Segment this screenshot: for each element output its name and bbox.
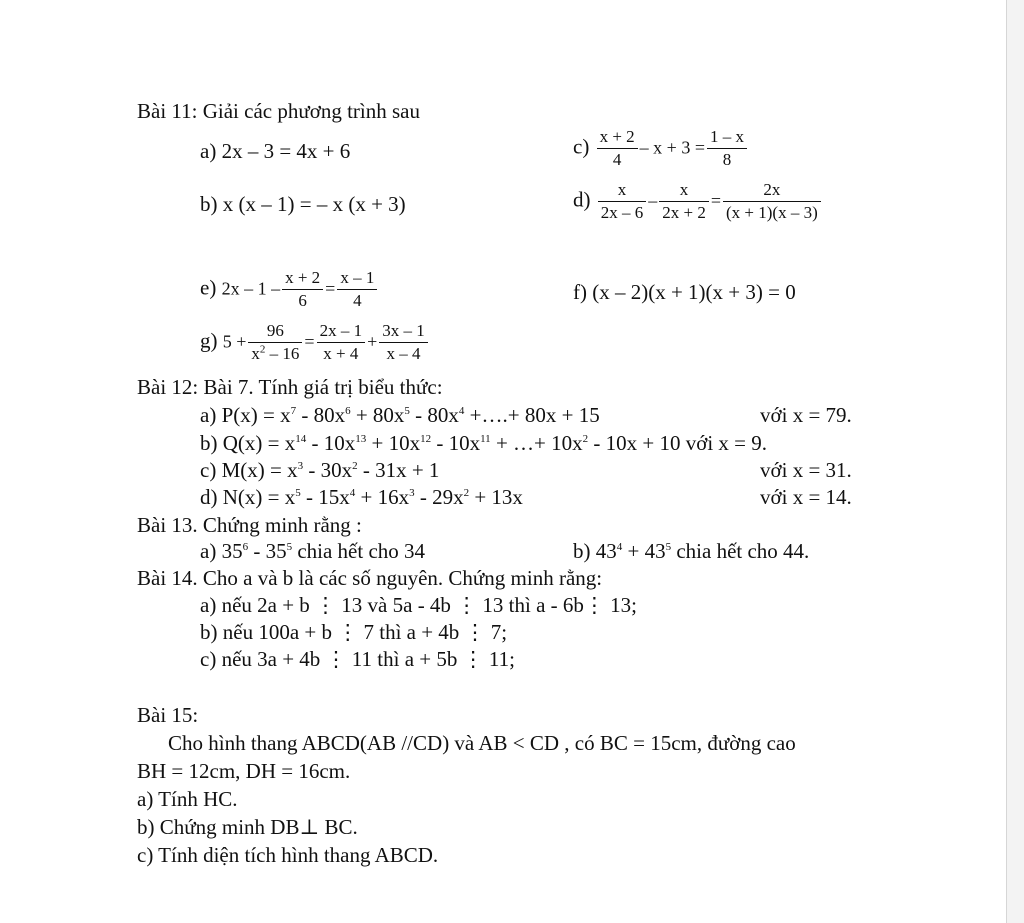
- fraction-denominator: x – 4: [386, 344, 421, 363]
- expr-text: chia hết cho 44.: [671, 539, 810, 563]
- expr-text: +….+ 80x + 15: [464, 403, 600, 427]
- expr-text: d) N(x) = x: [200, 485, 296, 509]
- bai11-e-frac2: [337, 267, 377, 312]
- den-exponent: 2: [259, 343, 266, 356]
- bai11-e-op: =: [325, 278, 336, 299]
- exponent: 2: [463, 487, 470, 499]
- fraction-numerator: 96: [248, 320, 302, 343]
- exponent: 4: [616, 541, 623, 553]
- fraction-numerator: 1 – x: [707, 126, 747, 149]
- bai11-c-frac1: [597, 126, 638, 171]
- bai15-b: b) Chứng minh DB⊥ BC.: [137, 815, 358, 839]
- bai15-c: c) Tính diện tích hình thang ABCD.: [137, 843, 439, 867]
- bai11-g-pre: 5 +: [222, 331, 247, 352]
- exponent: 5: [295, 487, 301, 499]
- bai11-d: [573, 179, 823, 224]
- fraction-numerator: 2x: [723, 179, 821, 202]
- expr-text: + 43: [622, 539, 666, 563]
- bai11-c: [573, 126, 749, 171]
- expr-text: - 31x + 1: [357, 458, 440, 482]
- bai14-a: a) nếu 2a + b ⋮ 13 và 5a - 4b ⋮ 13 thì a - 6b⋮ 13;: [200, 593, 638, 617]
- exponent: 12: [420, 433, 432, 445]
- expr-text: + 10x: [366, 431, 421, 455]
- bai11-g-frac2: [317, 320, 366, 365]
- expr-text: a) 35: [200, 539, 243, 563]
- exponent: 4: [349, 487, 356, 499]
- fraction-numerator: x + 2: [597, 126, 638, 149]
- bai12-title: Bài 12: Bài 7. Tính giá trị biểu thức:: [137, 375, 443, 399]
- bai11-g-op2: +: [367, 331, 378, 352]
- bai11-d-frac3: [723, 179, 821, 224]
- bai15-a: a) Tính HC.: [137, 787, 238, 811]
- exponent: 6: [345, 405, 351, 417]
- bai12-d-condition: với x = 14.: [760, 485, 852, 509]
- bai12-d: [200, 484, 523, 510]
- expr-text: - 10x: [431, 431, 481, 455]
- bai11-e-frac1: [282, 267, 323, 312]
- fraction-denominator: 2x + 2: [662, 203, 706, 222]
- fraction-denominator: 4: [353, 291, 362, 310]
- exponent: 13: [355, 433, 367, 445]
- expr-text: - 35: [248, 539, 287, 563]
- expr-text: - 10x + 10 với x = 9.: [588, 431, 767, 455]
- bai13-b: [573, 538, 809, 564]
- fraction-numerator: x: [598, 179, 647, 202]
- expr-text: - 80x: [409, 403, 459, 427]
- expr-text: - 15x: [300, 485, 350, 509]
- expr-text: a) P(x) = x: [200, 403, 291, 427]
- exponent: 2: [352, 460, 358, 472]
- bai11-d-label: d): [573, 187, 591, 212]
- exponent: 11: [480, 433, 491, 445]
- bai11-f: f) (x – 2)(x + 1)(x + 3) = 0: [573, 280, 796, 304]
- exponent: 6: [242, 541, 249, 553]
- expr-text: - 10x: [306, 431, 356, 455]
- bai11-e: [200, 267, 379, 312]
- bai12-a-condition: với x = 79.: [760, 403, 852, 427]
- expr-text: c) M(x) = x: [200, 458, 298, 482]
- expr-text: + 13x: [469, 485, 523, 509]
- fraction-numerator: 2x – 1: [317, 320, 366, 343]
- exponent: 7: [290, 405, 297, 417]
- exponent: 5: [404, 405, 410, 417]
- exponent: 2: [582, 433, 589, 445]
- bai14-b: b) nếu 100a + b ⋮ 7 thì a + 4b ⋮ 7;: [200, 620, 508, 644]
- fraction-denominator: 4: [612, 150, 622, 169]
- exponent: 3: [297, 460, 304, 472]
- fraction-numerator: 3x – 1: [379, 320, 428, 343]
- bai11-e-pre: 2x – 1 –: [221, 278, 281, 299]
- exponent: 4: [458, 405, 465, 417]
- expr-text: - 29x: [414, 485, 464, 509]
- fraction-numerator: x: [659, 179, 709, 202]
- expr-text: + 16x: [355, 485, 410, 509]
- expr-text: + …+ 10x: [490, 431, 583, 455]
- bai11-a: a) 2x – 3 = 4x + 6: [200, 139, 351, 163]
- bai11-c-frac2: [707, 126, 747, 171]
- bai12-c-condition: với x = 31.: [760, 458, 852, 482]
- bai11-d-frac1: [598, 179, 647, 224]
- bai15-line2: BH = 12cm, DH = 16cm.: [137, 759, 351, 783]
- bai13-a: [200, 538, 425, 564]
- bai11-b: b) x (x – 1) = – x (x + 3): [200, 192, 406, 216]
- bai14-title: Bài 14. Cho a và b là các số nguyên. Chứng minh rằng:: [137, 566, 603, 590]
- bai11-d-op2: =: [710, 190, 721, 211]
- bai11-g-frac3: [379, 320, 428, 365]
- bai12-a: [200, 402, 600, 428]
- bai11-title: Bài 11: Giải các phương trình sau: [137, 99, 420, 123]
- den-base: x: [251, 344, 260, 363]
- fraction-denominator: 2x – 6: [600, 203, 644, 222]
- bai12-c: [200, 457, 439, 483]
- bai11-d-op1: –: [648, 190, 658, 211]
- expr-text: - 80x: [296, 403, 346, 427]
- expr-text: + 80x: [350, 403, 405, 427]
- fraction-denominator: 6: [298, 291, 307, 310]
- bai11-g-label: g): [200, 328, 218, 353]
- exponent: 3: [409, 487, 415, 499]
- fraction-denominator: 8: [722, 150, 732, 169]
- exponent: 14: [295, 433, 307, 445]
- bai11-c-label: c): [573, 134, 590, 159]
- bai11-e-label: e): [200, 275, 217, 300]
- bai11-g-frac1: [248, 320, 302, 365]
- fraction-denominator: [248, 343, 302, 365]
- bai11-c-mid: – x + 3 =: [639, 137, 705, 158]
- fraction-denominator: (x + 1)(x – 3): [726, 203, 818, 222]
- bai15-line1: Cho hình thang ABCD(AB //CD) và AB < CD , có BC = 15cm, đường cao: [168, 731, 796, 755]
- fraction-numerator: x + 2: [282, 267, 323, 290]
- bai11-g-op1: =: [304, 331, 315, 352]
- bai12-b: [200, 430, 767, 456]
- den-rest: – 16: [265, 344, 300, 363]
- page-edge-scrollbar[interactable]: [1006, 0, 1024, 923]
- fraction-denominator: x + 4: [323, 344, 359, 363]
- expr-text: - 30x: [303, 458, 353, 482]
- expr-text: b) 43: [573, 539, 617, 563]
- bai15-title: Bài 15:: [137, 703, 199, 727]
- expr-text: b) Q(x) = x: [200, 431, 296, 455]
- exponent: 5: [665, 541, 672, 553]
- bai13-title: Bài 13. Chứng minh rằng :: [137, 513, 362, 537]
- bai14-c: c) nếu 3a + 4b ⋮ 11 thì a + 5b ⋮ 11;: [200, 647, 515, 671]
- fraction-numerator: x – 1: [337, 267, 377, 290]
- bai11-d-frac2: [659, 179, 709, 224]
- expr-text: chia hết cho 34: [292, 539, 426, 563]
- bai11-g: [200, 320, 430, 365]
- exponent: 5: [286, 541, 293, 553]
